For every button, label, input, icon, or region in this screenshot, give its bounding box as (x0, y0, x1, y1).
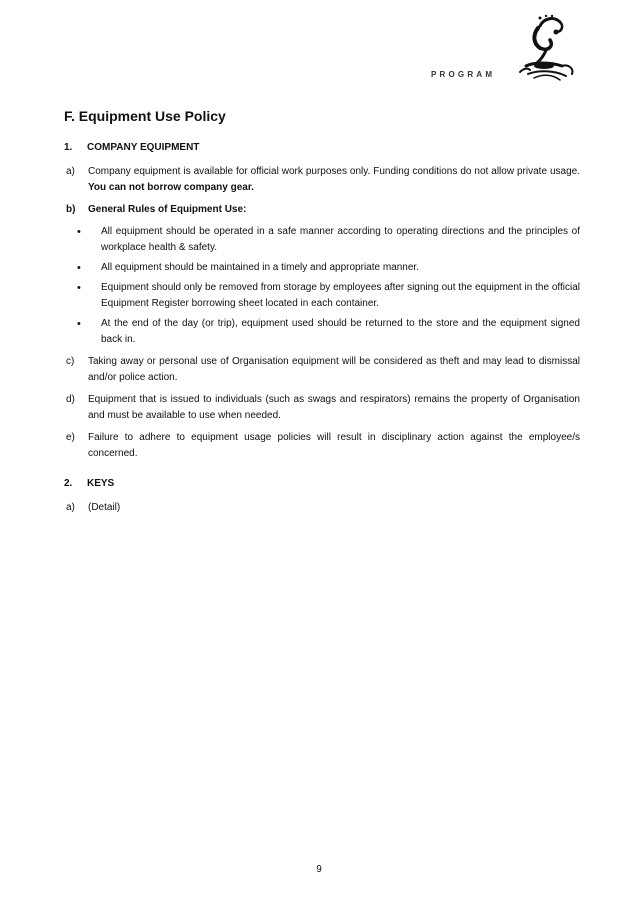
bullet-item (77, 224, 580, 256)
bullet-item (77, 280, 580, 312)
item-text (88, 164, 580, 196)
scorpion-logo-icon (510, 14, 580, 82)
item-text-emphasis: You can not borrow company gear. (88, 182, 254, 193)
rules-bullet-list (77, 224, 580, 348)
keys-item-a (64, 500, 580, 516)
bullet-icon: • (77, 318, 81, 330)
bullet-icon: • (77, 282, 81, 294)
heading-text: COMPANY EQUIPMENT (87, 142, 200, 153)
item-marker: d) (66, 394, 75, 405)
heading-number: 1. (64, 142, 73, 153)
list-item-e (64, 430, 580, 462)
list-item-d (64, 392, 580, 424)
item-text: Taking away or personal use of Organisation equipment will be considered as theft and may lead to dismissal and/or police action. (88, 356, 580, 383)
list-item-c (64, 354, 580, 386)
heading-number: 2. (64, 478, 73, 489)
policy-content (64, 140, 580, 522)
bullet-text: Equipment should only be removed from storage by employees after signing out the equipment in the official Equipment Register borrowing sheet located in each container. (101, 282, 580, 309)
item-text-body: Company equipment is available for official work purposes only. Funding conditions do not allow private usage. (88, 166, 580, 177)
item-marker: a) (66, 502, 75, 513)
bullet-icon: • (77, 262, 81, 274)
list-item-b (64, 202, 580, 218)
keys-heading (64, 476, 580, 492)
heading-text: KEYS (87, 478, 115, 489)
item-text: Failure to adhere to equipment usage policies will result in disciplinary action against the employee/s concerned. (88, 432, 580, 459)
bullet-icon: • (77, 226, 81, 238)
logo-wordmark: PROGRAM (431, 70, 496, 79)
item-marker: c) (66, 356, 75, 367)
bullet-text: All equipment should be maintained in a timely and appropriate manner. (101, 262, 419, 273)
subheading-text: General Rules of Equipment Use: (88, 204, 247, 215)
item-text: (Detail) (88, 502, 121, 513)
section-title: F. Equipment Use Policy (64, 108, 226, 124)
bullet-item (77, 316, 580, 348)
company-equipment-heading (64, 140, 580, 156)
bullet-text: At the end of the day (or trip), equipment used should be returned to the store and the equipment signed back in. (101, 318, 580, 345)
item-text: Equipment that is issued to individuals (such as swags and respirators) remains the property of Organisation and must be available to use when needed. (88, 394, 580, 421)
item-marker: e) (66, 432, 75, 443)
item-marker: b) (66, 204, 76, 215)
bullet-text: All equipment should be operated in a safe manner according to operating directions and the principles of workplace health & safety. (101, 226, 580, 253)
page-number: 9 (316, 864, 322, 875)
list-item-a (64, 164, 580, 196)
bullet-item (77, 260, 580, 276)
item-marker: a) (66, 166, 75, 177)
